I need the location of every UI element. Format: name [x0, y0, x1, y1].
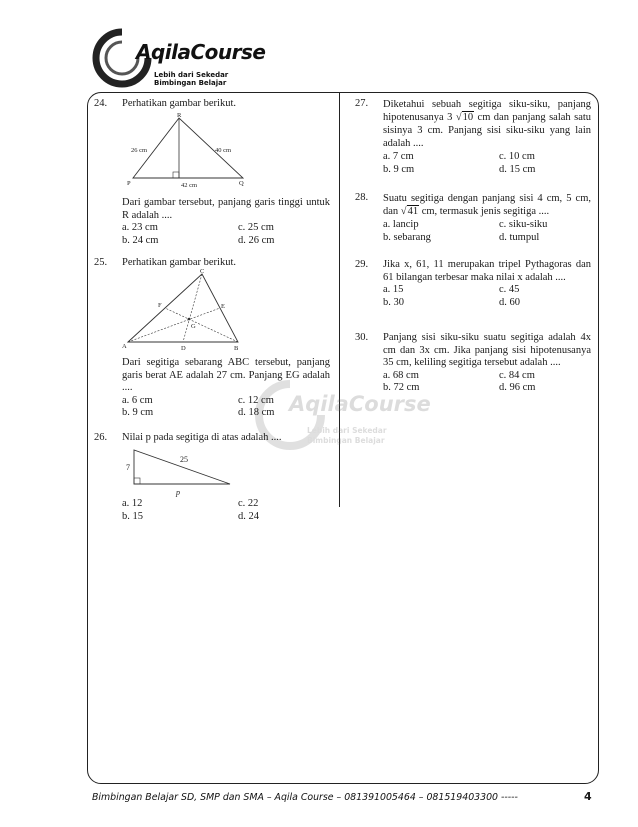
question-text-end: cm, termasuk jenis segitiga ....	[421, 206, 550, 217]
label-e: E	[221, 303, 225, 310]
question-number: 26.	[94, 432, 108, 443]
option-a[interactable]: a. 23 cm	[122, 222, 158, 233]
label-r: R	[177, 112, 182, 119]
question-number: 25.	[94, 257, 108, 268]
option-b[interactable]: b. 72 cm	[383, 382, 420, 393]
page-footer: Bimbingan Belajar SD, SMP dan SMA – Aqila Course – 081391005464 – 081519403300 -----	[92, 792, 518, 803]
question-text-start: Suatu segitiga dengan panjang sisi 4 cm, 5 cm, dan	[383, 193, 591, 217]
label-q: Q	[239, 180, 244, 187]
option-b[interactable]: b. 9 cm	[383, 164, 415, 175]
option-d[interactable]: d. tumpul	[499, 232, 540, 243]
option-a[interactable]: a. 15	[383, 284, 404, 295]
logo-tagline-1: Lebih dari Sekedar	[154, 71, 229, 79]
question-prompt: Nilai p pada segitiga di atas adalah ....	[122, 432, 282, 443]
option-c[interactable]: c. 22	[238, 498, 259, 509]
logo-brand: AqilaCourse	[136, 40, 266, 64]
option-b[interactable]: b. sebarang	[383, 232, 431, 243]
answer-options	[383, 218, 591, 244]
question-text: Jika x, 61, 11 merupakan tripel Pythagoras dan 61 bilangan terbesar maka nilai x adalah ....	[383, 259, 591, 283]
question-prompt: Perhatikan gambar berikut.	[122, 257, 237, 268]
question-text: Dari gambar tersebut, panjang garis tinggi untuk R adalah ....	[122, 197, 330, 221]
sqrt-radicand: 10	[462, 112, 474, 123]
logo-tagline-2: Bimbingan Belajar	[154, 79, 227, 87]
option-d[interactable]: d. 26 cm	[238, 234, 275, 246]
question-number: 24.	[94, 98, 108, 109]
answer-options	[122, 395, 330, 420]
option-d[interactable]: d. 15 cm	[499, 164, 536, 175]
watermark-tagline-2: Bimbingan Belajar	[307, 436, 385, 445]
option-a[interactable]: a. 7 cm	[383, 151, 414, 162]
option-c[interactable]: c. 12 cm	[238, 394, 274, 406]
answer-options	[383, 150, 591, 176]
answer-options	[383, 370, 591, 395]
sqrt-symbol: √	[455, 112, 462, 123]
option-c[interactable]: c. 25 cm	[238, 222, 274, 233]
question-number: 30.	[355, 332, 369, 343]
answer-options	[383, 284, 591, 309]
figure-triangle-abc	[120, 268, 245, 354]
sqrt-radicand: 41	[407, 206, 419, 217]
option-b[interactable]: b. 15	[122, 510, 143, 522]
option-b[interactable]: b. 9 cm	[122, 407, 154, 418]
option-c[interactable]: c. siku-siku	[499, 219, 548, 230]
option-c[interactable]: c. 10 cm	[499, 151, 535, 162]
option-b[interactable]: b. 24 cm	[122, 234, 159, 246]
option-d[interactable]: d. 24	[238, 510, 259, 522]
label-p: P	[127, 180, 131, 187]
option-b[interactable]: b. 30	[383, 296, 404, 308]
option-d[interactable]: d. 18 cm	[238, 407, 275, 418]
question-text: Panjang sisi siku-siku suatu segitiga adalah 4x cm dan 3x cm. Jika panjang sisi hipotenusanya 35 cm, keliling segitiga tersebut adalah ....	[383, 332, 591, 368]
option-c[interactable]: c. 84 cm	[499, 369, 535, 381]
label-c: C	[200, 268, 205, 275]
option-a[interactable]: a. lancip	[383, 219, 419, 230]
question-text-end: cm dan panjang salah satu sisinya 3 cm. Panjang sisi siku-siku yang lain adalah ....	[383, 112, 592, 149]
option-d[interactable]: d. 60	[499, 296, 520, 308]
question-prompt: Perhatikan gambar berikut.	[122, 98, 237, 109]
answer-options	[122, 222, 330, 247]
label-base: 42 cm	[181, 182, 198, 189]
figure-triangle-pqr	[125, 112, 255, 192]
question-number: 29.	[355, 259, 369, 270]
sqrt-symbol: √	[400, 206, 407, 217]
label-base-p: p	[176, 488, 180, 497]
label-left-side: 26 cm	[131, 147, 148, 154]
option-a[interactable]: a. 6 cm	[122, 394, 153, 406]
aqila-logo	[92, 28, 266, 88]
label-g: G	[191, 323, 196, 330]
question-number: 28.	[355, 192, 369, 203]
question-number: 27.	[355, 98, 369, 109]
answer-options	[122, 498, 330, 523]
label-f: F	[158, 302, 162, 309]
label-a: A	[122, 343, 127, 350]
option-c[interactable]: c. 45	[499, 284, 520, 295]
question-text-start: Diketahui sebuah segitiga siku-siku, panjang hipotenusanya 3	[383, 99, 591, 123]
watermark-brand: AqilaCourse	[289, 392, 431, 416]
label-b: B	[234, 345, 239, 352]
label-hyp-25: 25	[180, 455, 188, 464]
watermark-tagline-1: Lebih dari Sekedar	[307, 426, 387, 435]
label-side-7: 7	[126, 463, 130, 472]
option-d[interactable]: d. 96 cm	[499, 382, 536, 393]
option-a[interactable]: a. 12	[122, 498, 143, 509]
question-text: Dari segitiga sebarang ABC tersebut, panjang garis berat AE adalah 27 cm. Panjang EG adalah ....	[122, 357, 330, 393]
label-right-side: 40 cm	[215, 147, 232, 154]
option-a[interactable]: a. 68 cm	[383, 369, 419, 381]
figure-right-triangle	[122, 444, 237, 498]
page-number: 4	[584, 790, 592, 803]
label-d: D	[181, 345, 186, 352]
